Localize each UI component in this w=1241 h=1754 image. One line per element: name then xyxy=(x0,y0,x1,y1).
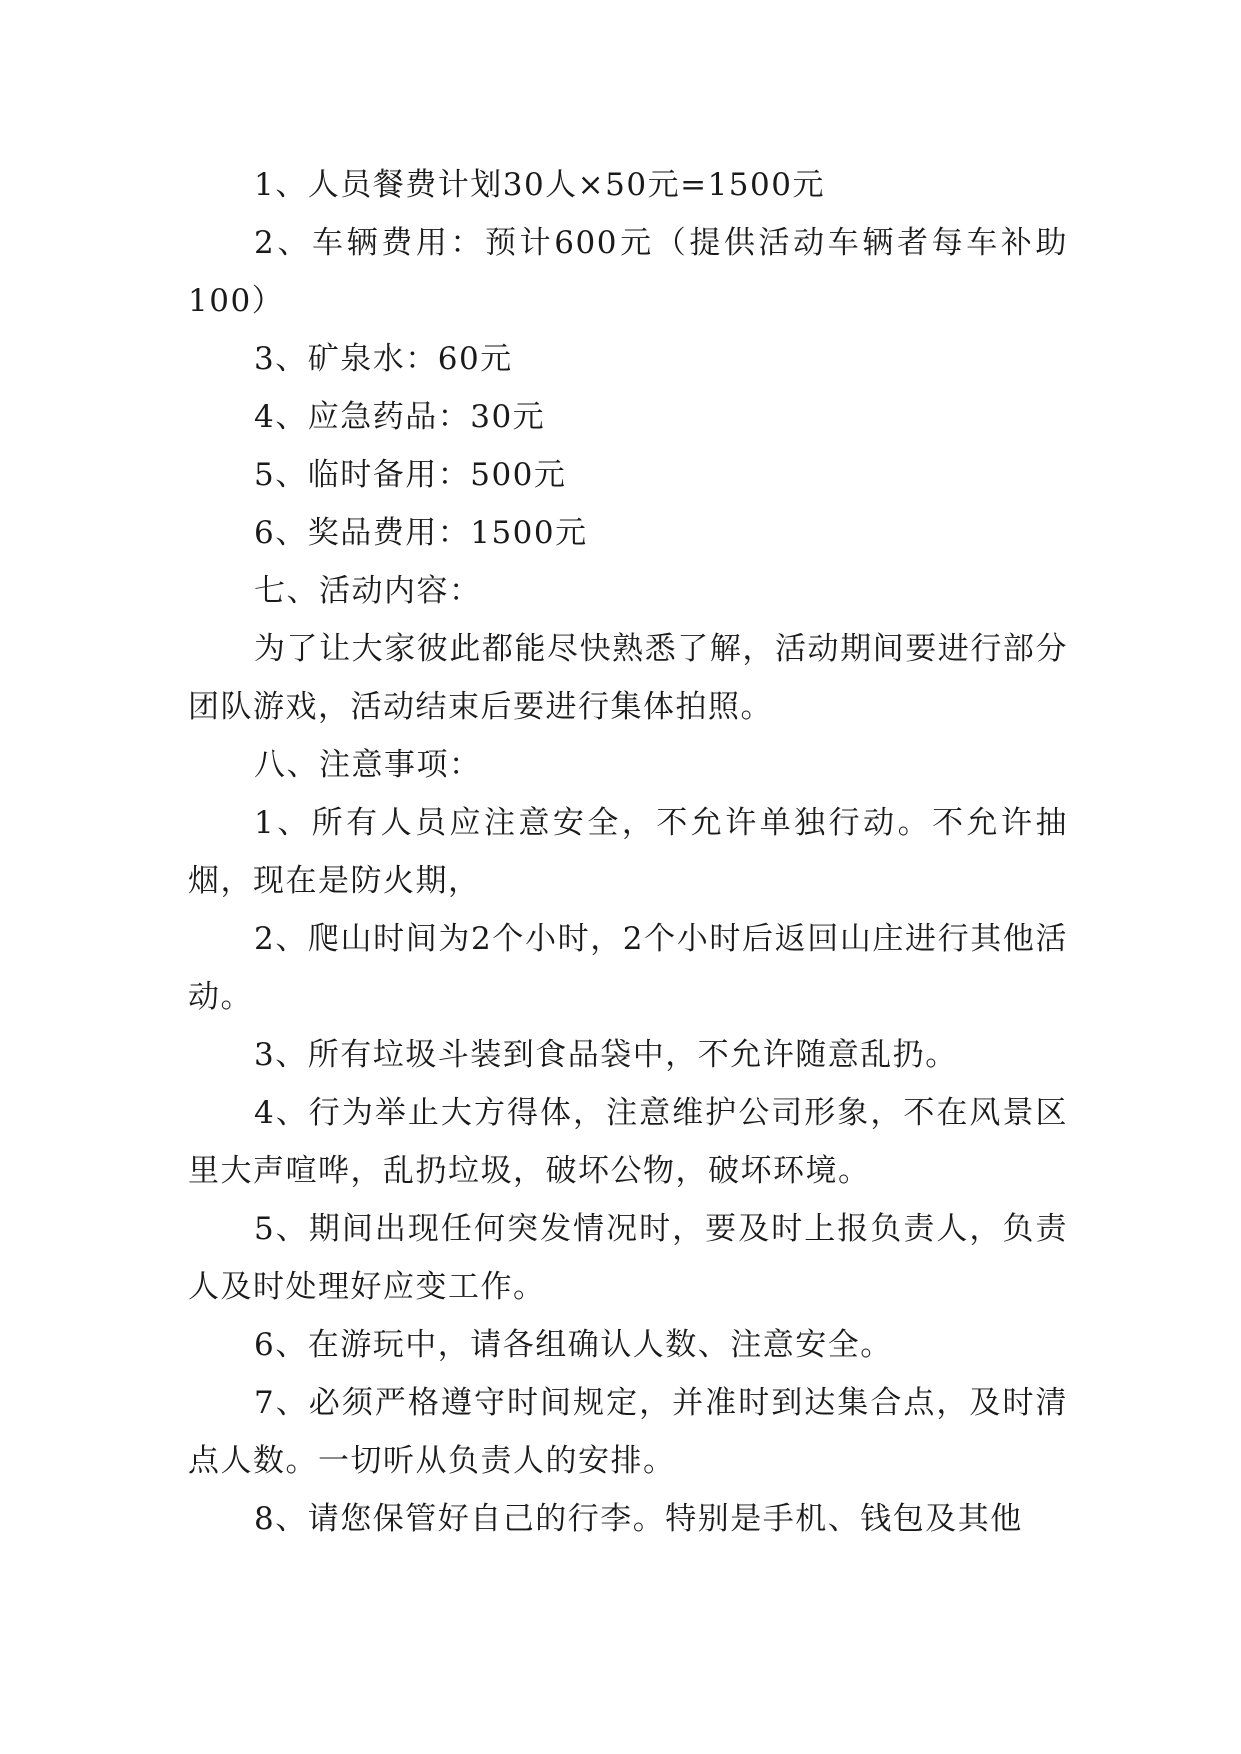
budget-item-water: 3、矿泉水：60元 xyxy=(254,341,513,377)
section-heading-activity-content: 七、活动内容： xyxy=(254,573,482,609)
activity-content-paragraph: 为了让大家彼此都能尽快熟悉了解，活动期间要进行部分团队游戏，活动结束后要进行集体拍照。 xyxy=(188,631,1068,725)
budget-item-meals: 1、人员餐费计划30人×50元=1500元 xyxy=(254,167,825,203)
budget-item-prizes: 6、奖品费用：1500元 xyxy=(254,515,588,551)
note-item-2: 2、爬山时间为2个小时，2个小时后返回山庄进行其他活动。 xyxy=(188,921,1068,1015)
note-item-8: 8、请您保管好自己的行李。特别是手机、钱包及其他 xyxy=(254,1501,1023,1537)
note-item-5: 5、期间出现任何突发情况时，要及时上报负责人，负责人及时处理好应变工作。 xyxy=(188,1211,1068,1305)
note-item-6: 6、在游玩中，请各组确认人数、注意安全。 xyxy=(254,1327,893,1363)
budget-item-vehicles: 2、车辆费用：预计600元（提供活动车辆者每车补助100） xyxy=(188,225,1068,319)
document-body xyxy=(188,156,1068,1548)
note-item-3: 3、所有垃圾斗装到食品袋中，不允许随意乱扔。 xyxy=(254,1037,958,1073)
budget-item-reserve: 5、临时备用：500元 xyxy=(254,457,567,493)
note-item-4: 4、行为举止大方得体，注意维护公司形象，不在风景区里大声喧哗，乱扔垃圾，破坏公物，破坏环境。 xyxy=(188,1095,1068,1189)
note-item-7: 7、必须严格遵守时间规定，并准时到达集合点，及时清点人数。一切听从负责人的安排。 xyxy=(188,1385,1068,1479)
note-item-1: 1、所有人员应注意安全，不允许单独行动。不允许抽烟，现在是防火期， xyxy=(188,805,1068,899)
section-heading-notes: 八、注意事项： xyxy=(254,747,482,783)
budget-item-medicine: 4、应急药品：30元 xyxy=(254,399,546,435)
